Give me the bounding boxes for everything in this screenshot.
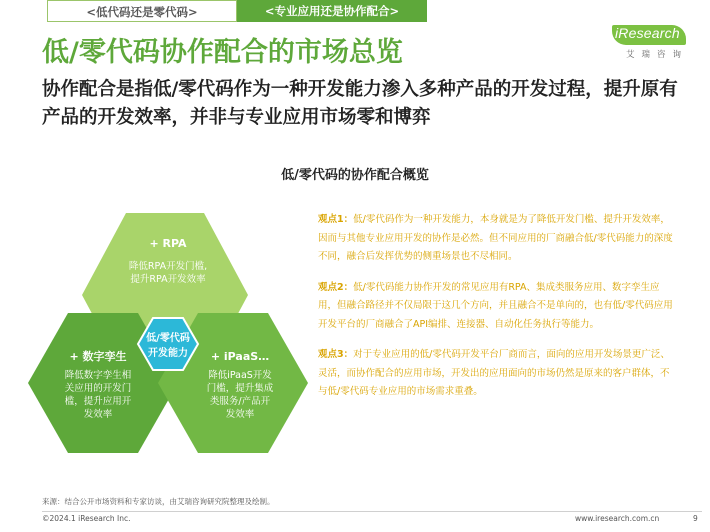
- section-tabs: [47, 0, 427, 22]
- iresearch-logo: [612, 22, 690, 60]
- rpa-line-2: 提升RPA开发效率: [130, 274, 206, 285]
- viewpoint-1-label: 观点1：: [318, 214, 354, 225]
- ipaas-line-4: 发效率: [225, 409, 255, 420]
- ipaas-title: + iPaaS…: [210, 350, 270, 363]
- ipaas-line-1: 降低iPaaS开发: [208, 370, 272, 381]
- center-line-2: 开发能力: [148, 348, 188, 359]
- viewpoint-2-text: 低/零代码能力协作开发的常见应用有RPA、集成类服务应用、数字孪生应用，但融合路径并不仅局限于这几个方向，并且融合不是单向的，也有低/零代码应用开发平台的厂商融合了API编排、连接器、自动化任务执行等能力。: [318, 281, 673, 330]
- viewpoint-3: [318, 346, 673, 402]
- digital-twin-line-3: 槛，提升应用开: [64, 396, 132, 407]
- viewpoint-2-label: 观点2：: [318, 281, 354, 293]
- page-number: 9: [693, 514, 698, 523]
- source-note: 来源：结合公开市场资料和专家访谈，由艾瑞咨询研究院整理及绘制。: [42, 497, 275, 506]
- viewpoint-3-text: 对于专业应用的低/零代码开发平台厂商而言，面向的应用开发场景更广泛、灵活，而协作配合的应用市场，开发出的应用面向的市场仍然是原来的客户群体，不与低/零代码专业应用的市场需求重叠。: [318, 349, 670, 397]
- page-subtitle: 协作配合是指低/零代码作为一种开发能力渗入多种产品的开发过程，提升原有产品的开发效率，并非与专业应用市场零和博弈: [42, 79, 678, 128]
- digital-twin-line-2: 关应用的开发门: [64, 383, 132, 394]
- viewpoint-1-text: 低/零代码作为一种开发能力，本身就是为了降低开发门槛、提升开发效率，因而与其他专业应用开发的协作是必然。但不同应用的厂商融合低/零代码能力的深度不同，融合后发挥优势的侧重场景也不尽相同。: [318, 214, 673, 262]
- logo-subtext: 艾瑞咨询: [626, 50, 689, 60]
- viewpoint-3-label: 观点3：: [318, 349, 354, 360]
- viewpoint-2: [318, 279, 673, 335]
- section-title: 低/零代码的协作配合概览: [281, 168, 429, 183]
- footer-copyright: ©2024.1 iResearch Inc.: [42, 514, 131, 523]
- footer-website[interactable]: www.iresearch.com.cn: [575, 514, 660, 523]
- rpa-line-1: 降低RPA开发门槛,: [128, 261, 208, 272]
- tab-low-code-vs-no-code[interactable]: <低代码还是零代码>: [47, 0, 237, 22]
- logo-text: iResearch: [615, 25, 680, 41]
- collaboration-diagram: [28, 205, 308, 455]
- viewpoint-1: [318, 211, 673, 267]
- tab-professional-vs-collaboration[interactable]: <专业应用还是协作配合>: [237, 0, 427, 22]
- digital-twin-line-1: 降低数字孪生相: [64, 370, 132, 381]
- footer-divider: [42, 511, 702, 512]
- ipaas-line-3: 类服务/产品开: [209, 396, 271, 407]
- ipaas-line-2: 门槛，提升集成: [206, 383, 274, 394]
- page-title: 低/零代码协作配合的市场总览: [42, 37, 403, 68]
- digital-twin-title: + 数字孪生: [69, 350, 127, 363]
- center-line-1: 低/零代码: [146, 333, 190, 344]
- viewpoints-list: [318, 211, 673, 414]
- digital-twin-line-4: 发效率: [83, 409, 113, 420]
- rpa-title: + RPA: [149, 237, 187, 250]
